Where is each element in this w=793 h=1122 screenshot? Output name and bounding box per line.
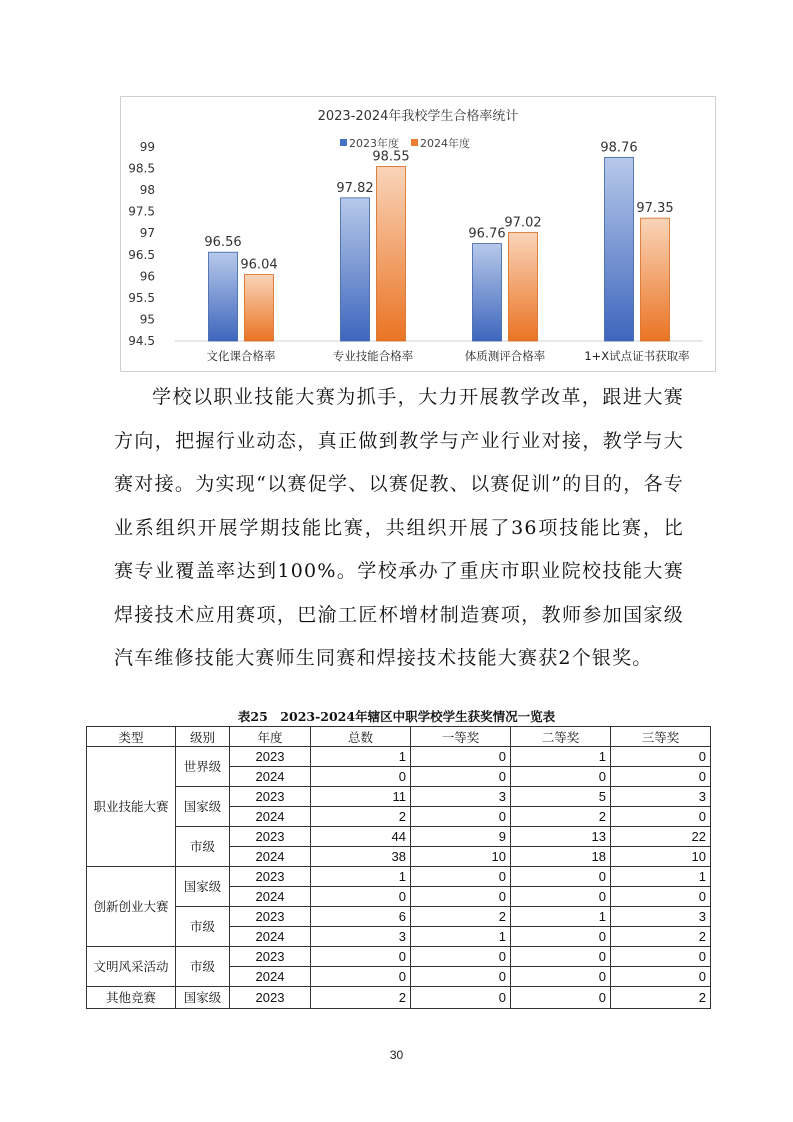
third-prize-cell: 0 xyxy=(611,747,711,767)
third-prize-cell: 0 xyxy=(611,947,711,967)
y-tick-label: 95 xyxy=(139,312,155,327)
chart-bars xyxy=(204,140,673,341)
table-row xyxy=(87,907,711,927)
page-number: 30 xyxy=(389,1048,404,1062)
legend-swatch-2024 xyxy=(411,139,418,146)
total-cell: 1 xyxy=(311,867,411,887)
table-row xyxy=(87,867,711,887)
third-prize-cell: 0 xyxy=(611,767,711,787)
y-tick-label: 94.5 xyxy=(128,334,155,348)
third-prize-cell: 3 xyxy=(611,787,711,807)
y-tick-label: 98.5 xyxy=(128,161,155,176)
total-cell: 3 xyxy=(311,927,411,947)
category-label: 1+X试点证书获取率 xyxy=(584,349,690,363)
table-row xyxy=(87,947,711,967)
total-cell: 44 xyxy=(311,827,411,847)
category-label: 文化课合格率 xyxy=(206,349,276,363)
y-tick-label: 98 xyxy=(139,183,155,198)
chart-frame xyxy=(120,96,716,372)
table-row xyxy=(87,987,711,1009)
first-prize-cell: 0 xyxy=(411,967,511,987)
data-label: 97.82 xyxy=(336,180,374,196)
second-prize-cell: 1 xyxy=(511,747,611,767)
type-cell: 文明风采活动 xyxy=(87,947,176,987)
table-row xyxy=(87,787,711,807)
total-cell: 0 xyxy=(311,947,411,967)
y-tick-label: 97.5 xyxy=(128,204,155,219)
type-cell: 创新创业大赛 xyxy=(87,867,176,947)
data-label: 96.76 xyxy=(468,226,506,242)
year-cell: 2024 xyxy=(230,967,311,987)
legend-label-2023: 2023年度 xyxy=(349,137,399,150)
qualification-rate-chart xyxy=(121,97,715,371)
bar-2023 xyxy=(341,198,370,341)
table-header-row xyxy=(87,727,711,747)
y-tick-label: 99 xyxy=(139,140,155,154)
third-prize-cell: 10 xyxy=(611,847,711,867)
data-label: 96.04 xyxy=(240,257,278,273)
first-prize-cell: 0 xyxy=(411,747,511,767)
level-cell: 市级 xyxy=(176,947,230,987)
total-cell: 0 xyxy=(311,887,411,907)
table-row xyxy=(87,827,711,847)
legend-swatch-2023 xyxy=(340,139,347,146)
year-cell: 2024 xyxy=(230,927,311,947)
y-tick-label: 96.5 xyxy=(128,247,155,262)
category-label: 体质测评合格率 xyxy=(464,349,546,363)
y-axis-ticks xyxy=(128,140,155,348)
awards-table xyxy=(86,726,711,1009)
second-prize-cell: 13 xyxy=(511,827,611,847)
legend-label-2024: 2024年度 xyxy=(420,137,470,150)
first-prize-cell: 1 xyxy=(411,927,511,947)
year-cell: 2023 xyxy=(230,867,311,887)
header-year: 年度 xyxy=(230,727,311,747)
year-cell: 2023 xyxy=(230,787,311,807)
first-prize-cell: 0 xyxy=(411,867,511,887)
year-cell: 2023 xyxy=(230,827,311,847)
bar-2024 xyxy=(641,218,670,341)
data-label: 97.35 xyxy=(636,201,674,217)
bar-2024 xyxy=(377,166,406,341)
bar-2023 xyxy=(605,157,634,341)
first-prize-cell: 0 xyxy=(411,767,511,787)
first-prize-cell: 3 xyxy=(411,787,511,807)
second-prize-cell: 1 xyxy=(511,907,611,927)
category-labels xyxy=(207,349,691,363)
first-prize-cell: 9 xyxy=(411,827,511,847)
second-prize-cell: 2 xyxy=(511,807,611,827)
bar-2024 xyxy=(245,275,274,341)
third-prize-cell: 22 xyxy=(611,827,711,847)
table-caption: 表25 2023-2024年辖区中职学校学生获奖情况一览表 xyxy=(237,709,556,724)
header-type: 类型 xyxy=(87,727,176,747)
second-prize-cell: 0 xyxy=(511,887,611,907)
year-cell: 2024 xyxy=(230,847,311,867)
first-prize-cell: 10 xyxy=(411,847,511,867)
total-cell: 6 xyxy=(311,907,411,927)
header-third-prize: 三等奖 xyxy=(611,727,711,747)
data-label: 96.56 xyxy=(204,235,242,251)
y-tick-label: 95.5 xyxy=(128,290,155,305)
y-tick-label: 96 xyxy=(139,269,155,284)
second-prize-cell: 0 xyxy=(511,767,611,787)
year-cell: 2023 xyxy=(230,947,311,967)
third-prize-cell: 2 xyxy=(611,927,711,947)
first-prize-cell: 0 xyxy=(411,887,511,907)
first-prize-cell: 0 xyxy=(411,947,511,967)
level-cell: 国家级 xyxy=(176,867,230,907)
level-cell: 市级 xyxy=(176,827,230,867)
total-cell: 0 xyxy=(311,967,411,987)
data-label: 98.76 xyxy=(600,140,638,156)
body-paragraph: 学校以职业技能大赛为抓手，大力开展教学改革，跟进大赛方向，把握行业动态，真正做到教学与产业行业对接，教学与大赛对接。为实现“以赛促学、以赛促教、以赛促训”的目的，各专业系组织开展学期技能比赛，共组织开展了36项技能比赛，比赛专业覆盖率达到100%。学校承办了重庆市职业院校技能大赛焊接技术应用赛项，巴渝工匠杯增材制造赛项，教师参加国家级汽车维修技能大赛师生同赛和焊接技术技能大赛获2个银奖。 xyxy=(114,386,684,669)
total-cell: 2 xyxy=(311,987,411,1009)
third-prize-cell: 0 xyxy=(611,887,711,907)
table-row xyxy=(87,747,711,767)
awards-table-body xyxy=(87,747,711,1009)
year-cell: 2024 xyxy=(230,807,311,827)
level-cell: 世界级 xyxy=(176,747,230,787)
second-prize-cell: 5 xyxy=(511,787,611,807)
year-cell: 2024 xyxy=(230,767,311,787)
data-label: 98.55 xyxy=(372,149,410,165)
third-prize-cell: 1 xyxy=(611,867,711,887)
year-cell: 2023 xyxy=(230,747,311,767)
second-prize-cell: 0 xyxy=(511,867,611,887)
type-cell: 职业技能大赛 xyxy=(87,747,176,867)
second-prize-cell: 0 xyxy=(511,967,611,987)
bar-2023 xyxy=(209,252,238,341)
first-prize-cell: 2 xyxy=(411,907,511,927)
header-level: 级别 xyxy=(176,727,230,747)
year-cell: 2023 xyxy=(230,987,311,1009)
second-prize-cell: 0 xyxy=(511,987,611,1009)
total-cell: 0 xyxy=(311,767,411,787)
year-cell: 2024 xyxy=(230,887,311,907)
third-prize-cell: 0 xyxy=(611,967,711,987)
bar-2023 xyxy=(473,244,502,341)
total-cell: 2 xyxy=(311,807,411,827)
total-cell: 11 xyxy=(311,787,411,807)
header-first-prize: 一等奖 xyxy=(411,727,511,747)
type-cell: 其他竞赛 xyxy=(87,987,176,1009)
category-label: 专业技能合格率 xyxy=(332,349,414,363)
third-prize-cell: 3 xyxy=(611,907,711,927)
year-cell: 2023 xyxy=(230,907,311,927)
third-prize-cell: 0 xyxy=(611,807,711,827)
data-label: 97.02 xyxy=(504,215,542,231)
second-prize-cell: 0 xyxy=(511,927,611,947)
header-second-prize: 二等奖 xyxy=(511,727,611,747)
level-cell: 国家级 xyxy=(176,987,230,1009)
bar-2024 xyxy=(509,232,538,341)
third-prize-cell: 2 xyxy=(611,987,711,1009)
chart-title: 2023-2024年我校学生合格率统计 xyxy=(317,109,519,124)
y-tick-label: 97 xyxy=(139,226,155,241)
header-total: 总数 xyxy=(311,727,411,747)
first-prize-cell: 0 xyxy=(411,807,511,827)
second-prize-cell: 18 xyxy=(511,847,611,867)
second-prize-cell: 0 xyxy=(511,947,611,967)
total-cell: 38 xyxy=(311,847,411,867)
total-cell: 1 xyxy=(311,747,411,767)
level-cell: 国家级 xyxy=(176,787,230,827)
first-prize-cell: 0 xyxy=(411,987,511,1009)
level-cell: 市级 xyxy=(176,907,230,947)
